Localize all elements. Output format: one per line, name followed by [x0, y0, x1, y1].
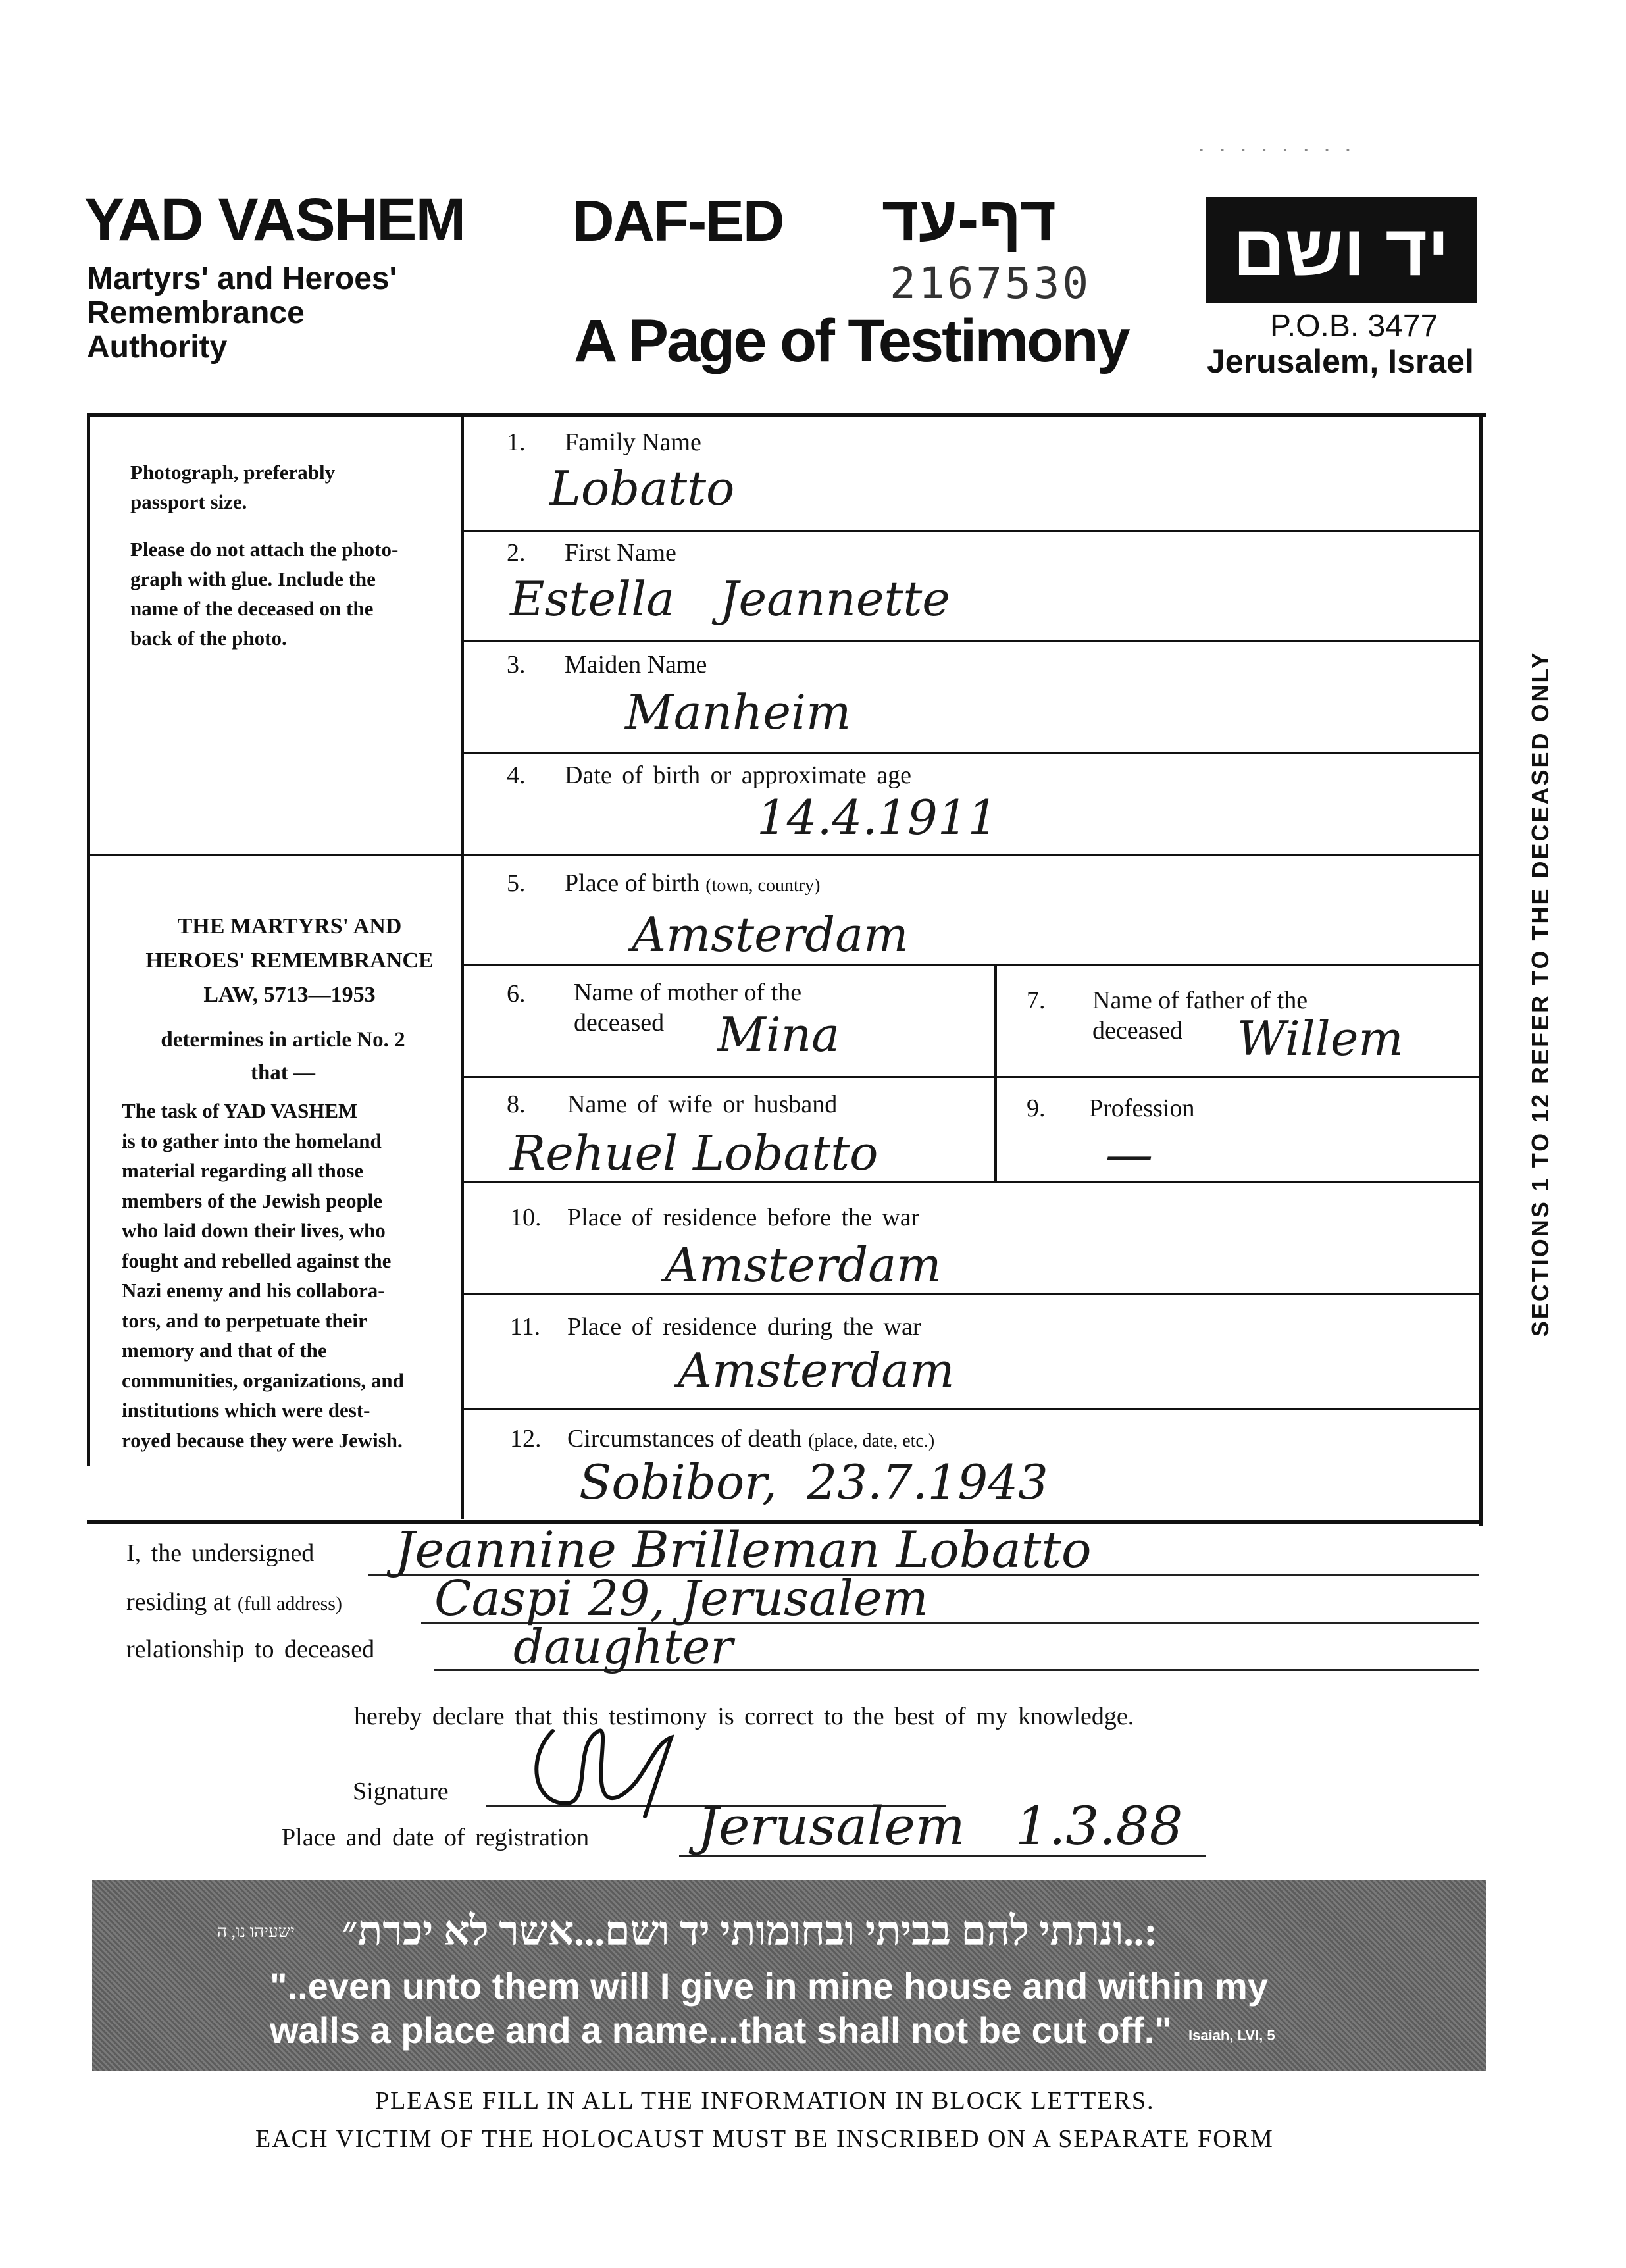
- residing-value[interactable]: Caspi 29, Jerusalem: [434, 1570, 928, 1627]
- law-text-line: communities, organizations, and: [122, 1368, 404, 1392]
- law-text-line: is to gather into the homeland: [122, 1129, 382, 1152]
- row-divider-9: [461, 1408, 1482, 1410]
- field-11-number: 11.: [510, 1313, 541, 1341]
- photo-note-line: name of the deceased on the: [130, 597, 374, 620]
- daf-ed-title: DAF-ED: [572, 188, 784, 253]
- law-intro-line: that —: [250, 1061, 316, 1085]
- profession-label: Profession: [1089, 1095, 1195, 1122]
- mother-name-value[interactable]: Mina: [717, 1007, 840, 1062]
- father-name-label-1: Name of father of the: [1092, 987, 1308, 1014]
- relationship-value[interactable]: daughter: [513, 1619, 733, 1674]
- residing-label-text: residing at: [126, 1588, 232, 1616]
- residence-during-war-label: Place of residence during the war: [567, 1313, 921, 1341]
- law-text-line: memory and that of the: [122, 1339, 327, 1362]
- residence-during-war-value[interactable]: Amsterdam: [678, 1343, 955, 1398]
- row-divider-7: [461, 1181, 1482, 1183]
- left-panel-divider: [87, 854, 463, 856]
- law-text: [122, 1096, 444, 1455]
- circumstances-of-death-label-text: Circumstances of death: [567, 1425, 802, 1453]
- first-name-value[interactable]: Estella Jeannette: [510, 571, 950, 627]
- field-4-number: 4.: [507, 761, 526, 789]
- quote-english-ref: Isaiah, LVI, 5: [1188, 2027, 1275, 2044]
- circumstances-of-death-label: [567, 1424, 934, 1453]
- law-text-line: tors, and to perpetuate their: [122, 1308, 367, 1332]
- photo-note-line: back of the photo.: [130, 627, 287, 650]
- place-date-value[interactable]: Jerusalem 1.3.88: [698, 1795, 1183, 1857]
- photo-note-line: Please do not attach the photo-: [130, 538, 399, 561]
- quote-english-line-1: "..even unto them will I give in mine house and within my: [270, 1965, 1268, 2007]
- row-divider-3: [461, 752, 1482, 754]
- footer-line-1: PLEASE FILL IN ALL THE INFORMATION IN BLOCK LETTERS.: [375, 2087, 1155, 2115]
- circumstances-of-death-label-hint: (place, date, etc.): [808, 1431, 935, 1451]
- law-heading-line: HEROES' REMEMBRANCE: [145, 948, 434, 973]
- residing-label-hint: (full address): [237, 1593, 342, 1614]
- form-left-border: [87, 413, 90, 1466]
- residing-label: [126, 1587, 342, 1616]
- field-5-number: 5.: [507, 869, 526, 897]
- law-heading: [118, 910, 461, 1012]
- law-text-line: institutions which were dest-: [122, 1399, 370, 1422]
- undersigned-label: I, the undersigned: [126, 1539, 315, 1567]
- spouse-name-value[interactable]: Rehuel Lobatto: [510, 1125, 878, 1181]
- field-12-number: 12.: [510, 1425, 542, 1453]
- header-divider: [87, 413, 1486, 417]
- maiden-name-value[interactable]: Manheim: [625, 684, 851, 740]
- residence-before-war-value[interactable]: Amsterdam: [665, 1237, 942, 1293]
- photo-title-1: Photograph, preferably: [130, 461, 336, 484]
- law-text-line: fought and rebelled against the: [122, 1249, 392, 1272]
- first-name-label: First Name: [565, 539, 676, 567]
- field-3-number: 3.: [507, 651, 526, 679]
- declaration-text: hereby declare that this testimony is correct to the best of my knowledge.: [354, 1703, 1134, 1730]
- org-subtitle-line-2: Remembrance: [87, 296, 305, 330]
- hebrew-title: דף-עד: [882, 184, 1056, 254]
- row-divider-4: [461, 854, 1482, 856]
- quote-english-line-2: walls a place and a name...that shall not be cut off.": [270, 2009, 1172, 2051]
- mother-name-label-2: deceased: [574, 1009, 665, 1037]
- sections-side-note-text: SECTIONS 1 TO 12 REFER TO THE DECEASED ONLY: [1527, 650, 1554, 1337]
- father-name-value[interactable]: Willem: [1237, 1011, 1404, 1066]
- place-of-birth-label-hint: (town, country): [705, 875, 821, 896]
- field-6-number: 6.: [507, 980, 526, 1008]
- quote-hebrew-ref: ישעיהו נו, ה: [217, 1922, 295, 1941]
- family-name-label: Family Name: [565, 428, 701, 456]
- form-mid-divider: [994, 964, 997, 1181]
- field-2-number: 2.: [507, 539, 526, 567]
- date-of-birth-value[interactable]: 14.4.1911: [757, 790, 998, 845]
- place-of-birth-value[interactable]: Amsterdam: [632, 907, 909, 962]
- law-heading-line: THE MARTYRS' AND: [177, 914, 402, 939]
- photo-note: [130, 534, 446, 653]
- row-divider-5: [461, 964, 1482, 966]
- maiden-name-label: Maiden Name: [565, 651, 707, 679]
- org-name: YAD VASHEM: [84, 186, 465, 253]
- place-of-birth-label-text: Place of birth: [565, 869, 699, 897]
- field-1-number: 1.: [507, 428, 526, 456]
- city: Jerusalem, Israel: [1207, 343, 1474, 380]
- yad-vashem-logo: [1206, 197, 1477, 303]
- serial-number: 2167530: [890, 258, 1092, 309]
- field-10-number: 10.: [510, 1204, 542, 1231]
- registration-stamp: · · · · · · · ·: [1198, 138, 1356, 163]
- row-divider-2: [461, 640, 1482, 642]
- profession-value[interactable]: —: [1105, 1127, 1153, 1182]
- photo-title-2: passport size.: [130, 490, 247, 513]
- law-intro-line: determines in article No. 2: [161, 1028, 405, 1052]
- logo-text: יד ושם: [1232, 209, 1450, 291]
- form-right-border: [1479, 413, 1483, 1526]
- signature-label: Signature: [353, 1778, 449, 1805]
- law-text-line: members of the Jewish people: [122, 1189, 383, 1212]
- po-box: P.O.B. 3477: [1270, 309, 1438, 344]
- photo-note-line: graph with glue. Include the: [130, 567, 376, 590]
- page-title: A Page of Testimony: [574, 307, 1129, 374]
- org-subtitle-line-3: Authority: [87, 330, 228, 365]
- footer-line-2: EACH VICTIM OF THE HOLOCAUST MUST BE INSCRIBED ON A SEPARATE FORM: [255, 2125, 1274, 2153]
- row-divider-1: [461, 530, 1482, 532]
- place-of-birth-label: [565, 869, 820, 898]
- law-text-line: who laid down their lives, who: [122, 1219, 386, 1242]
- law-text-line: The task of YAD VASHEM: [122, 1099, 358, 1122]
- law-text-line: royed because they were Jewish.: [122, 1428, 403, 1452]
- place-date-label: Place and date of registration: [282, 1824, 590, 1851]
- mother-name-label-1: Name of mother of the: [574, 979, 802, 1006]
- law-text-line: Nazi enemy and his collabora-: [122, 1279, 385, 1302]
- date-of-birth-label: Date of birth or approximate age: [565, 761, 911, 789]
- circumstances-of-death-value[interactable]: Sobibor, 23.7.1943: [579, 1455, 1048, 1510]
- form-column-divider: [461, 413, 464, 1519]
- residence-before-war-label: Place of residence before the war: [567, 1204, 920, 1231]
- quote-hebrew: :..ונתתי להם בביתי ובחומותי יד ושם...אשר לא יכרת״: [342, 1909, 1157, 1954]
- law-intro: [122, 1023, 444, 1089]
- row-divider-6: [461, 1076, 1482, 1078]
- row-divider-8: [461, 1293, 1482, 1295]
- field-9-number: 9.: [1027, 1095, 1046, 1122]
- field-8-number: 8.: [507, 1091, 526, 1118]
- sections-side-note: [1513, 625, 1566, 1362]
- law-heading-line: LAW, 5713—1953: [203, 983, 376, 1007]
- field-7-number: 7.: [1027, 987, 1046, 1014]
- undersigned-value[interactable]: Jeannine Brilleman Lobatto: [395, 1520, 1092, 1579]
- father-name-label-2: deceased: [1092, 1017, 1183, 1044]
- law-text-line: material regarding all those: [122, 1159, 364, 1182]
- spouse-name-label: Name of wife or husband: [567, 1091, 838, 1118]
- family-name-value[interactable]: Lobatto: [549, 461, 735, 516]
- signature-mark: [513, 1705, 711, 1836]
- relationship-label: relationship to deceased: [126, 1636, 375, 1663]
- org-subtitle-line-1: Martyrs' and Heroes': [87, 261, 397, 296]
